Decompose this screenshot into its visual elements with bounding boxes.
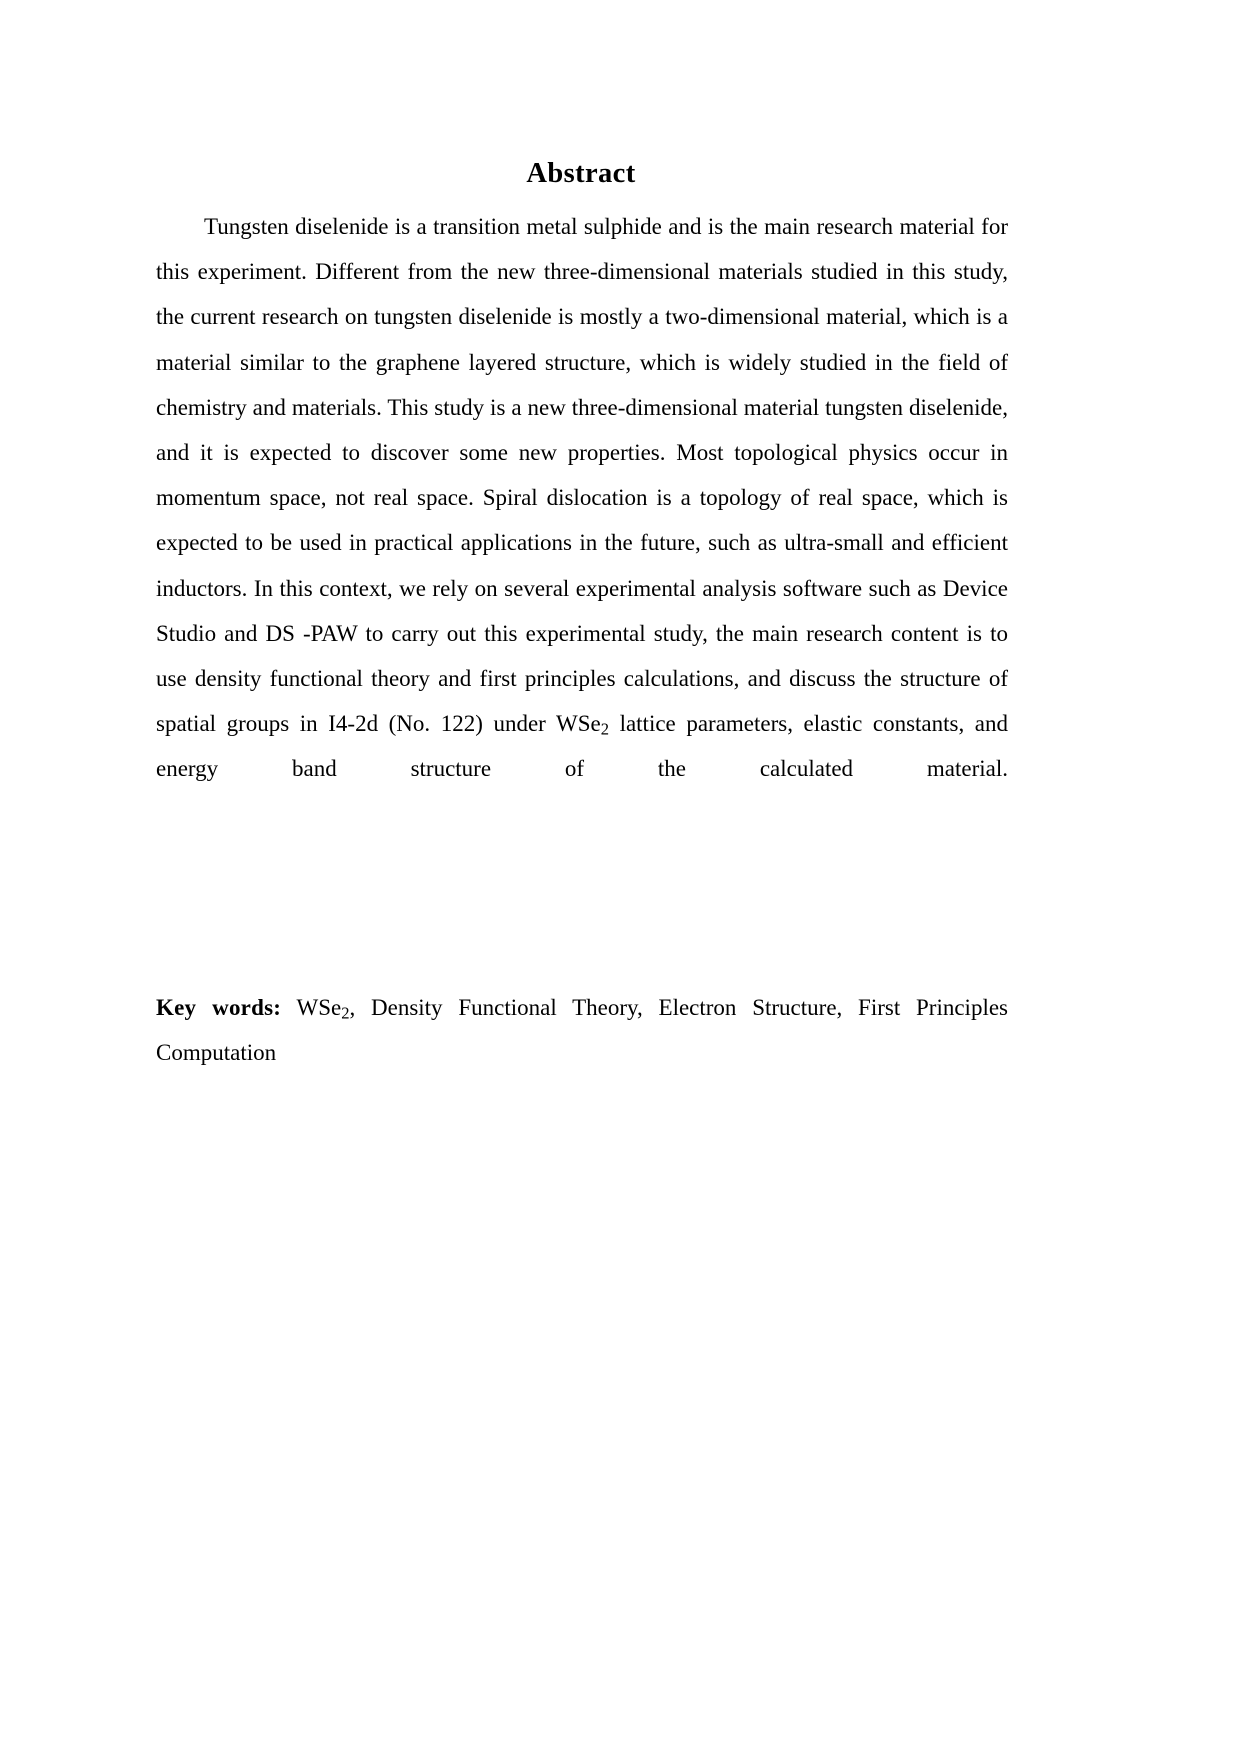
keyword-first-term-stem: WSe xyxy=(296,994,342,1020)
abstract-text-after-subscript: lattice parameters, elastic constants, and energy band structure of the calculated material. xyxy=(156,711,1008,782)
section-spacer xyxy=(156,837,1008,985)
keyword-wse2-subscript: 2 xyxy=(341,1003,350,1023)
keywords-label: Key words: xyxy=(156,994,282,1020)
page-title: Abstract xyxy=(526,158,636,189)
wse2-subscript: 2 xyxy=(600,719,609,739)
abstract-paragraph xyxy=(156,204,1008,837)
keywords-section xyxy=(156,985,1008,1121)
abstract-text-before-subscript: Tungsten diselenide is a transition metal sulphide and is the main research material for this experiment. Different from the new three-dimensional materials studied in this study, the current research on tungsten diselenide is mostly a two-dimensional material, which is a material similar to the graphene layered structure, which is widely studied in the field of chemistry and materials. This study is a new three-dimensional material tungsten diselenide, and it is expected to discover some new properties. Most topological physics occur in momentum space, not real space. Spiral dislocation is a topology of real space, which is expected to be used in practical applications in the future, such as ultra-small and efficient inductors. In this context, we rely on several experimental analysis software such as Device Studio and DS -PAW to carry out this experimental study, the main research content is to use density functional theory and first principles calculations, and discuss the structure of spatial groups in I4-2d (No. 122) under WSe xyxy=(156,214,1008,737)
keywords-remaining-terms: , Density Functional Theory, Electron Structure, First Principles Computation xyxy=(156,994,1008,1066)
